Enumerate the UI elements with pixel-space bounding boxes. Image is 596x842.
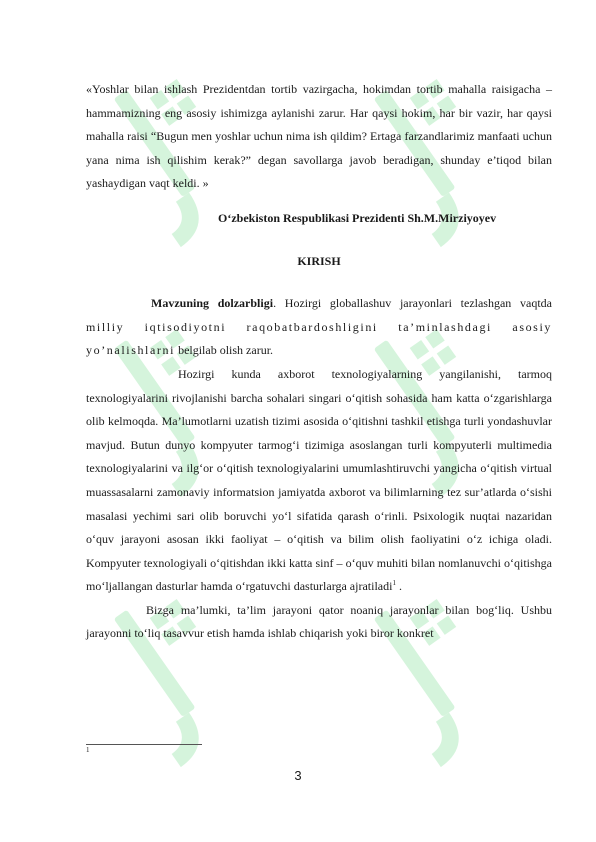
relevance-text-end: belgilab olish zarur. (175, 343, 274, 358)
relevance-text: . Hozirgi globallashuv jarayonlari tezlashgan vaqtda (273, 296, 552, 311)
paragraph-learning-process: Bizga ma’lumki, ta’lim jarayoni qator noaniq jarayonlar bilan bog‘liq. Ushbu jarayonni to‘liq tasavvur etish hamda ishlab chiqarish yoki biror konkret (86, 602, 552, 641)
footnote-mark: 1 (86, 746, 90, 754)
technologies-text: Hozirgi kunda axborot texnologiyalarning yangilanishi, tarmoq texnologiyalarini rivojlanishi barcha sohalari singari o‘qitish sohasida ham katta o‘zgarishlarga olib kelmoqda. Ma’lumotlarni uzatish tizimi asosida o‘qitishni tashkil etishga turli yondashuvlar mavjud. Butun dunyo kompyuter tarmog‘i tizimiga asoslangan turli kompyuterli multimedia texnologiyalarini va ilg‘or o‘qitish texnologiyalarini umumlashtiruvchi yangicha o‘qitish virtual muassasalarni zamonaviy informatsion jamiyatda axborot va bilimlarning tez sur’atlarda o‘sishi masalasi yechimi sari olib boruvchi yo‘l sifatida qarash o‘rinli. Psixologik nuqtai nazaridan o‘quv jarayoni asosan ikki faoliyat – o‘qitish va bilim olish faoliyatini o‘z ichiga oladi. Kompyuter texnologiyali o‘qitishdan ikki katta sinf – o‘quv muhiti bilan nomlanuvchi o‘qitishga mo‘ljallangan dasturlar hamda o‘rgatuvchi dasturlarga ajratiladi (86, 366, 552, 594)
relevance-spaced-text: milliy iqtisodiyotni raqobatbardoshligini ta’minlashdagi asosiy yo’nalishlarni (86, 319, 552, 358)
footnote-separator (86, 744, 202, 745)
paragraph-technologies (86, 363, 552, 599)
relevance-label: Mavzuning dolzarbligi (151, 296, 274, 311)
page-number: 3 (294, 768, 302, 783)
section-heading: KIRISH (297, 253, 341, 268)
epigraph-author: O‘zbekiston Respublikasi Prezidenti Sh.M.Mirziyoyev (218, 210, 497, 225)
page-content (86, 78, 552, 646)
footnote-reference: 1 (392, 579, 396, 588)
paragraph-relevance (86, 292, 552, 363)
epigraph-quote: «Yoshlar bilan ishlash Prezidentdan tortib vazirgacha, hokimdan tortib mahalla raisigacha – hammamizning eng asosiy ishimizga aylanishi zarur. Har qaysi hokim, har bir vazir, har qaysi mahalla raisi “Bugun men yoshlar uchun nima ish qildim? Ertaga farzandlarimiz manfaati uchun yana nima ish qilishim kerak?” degan savollarga javob beradigan, shunday e’tiqod bilan yashaydigan vaqt keldi. » (86, 82, 552, 191)
technologies-text-end: . (395, 579, 402, 594)
